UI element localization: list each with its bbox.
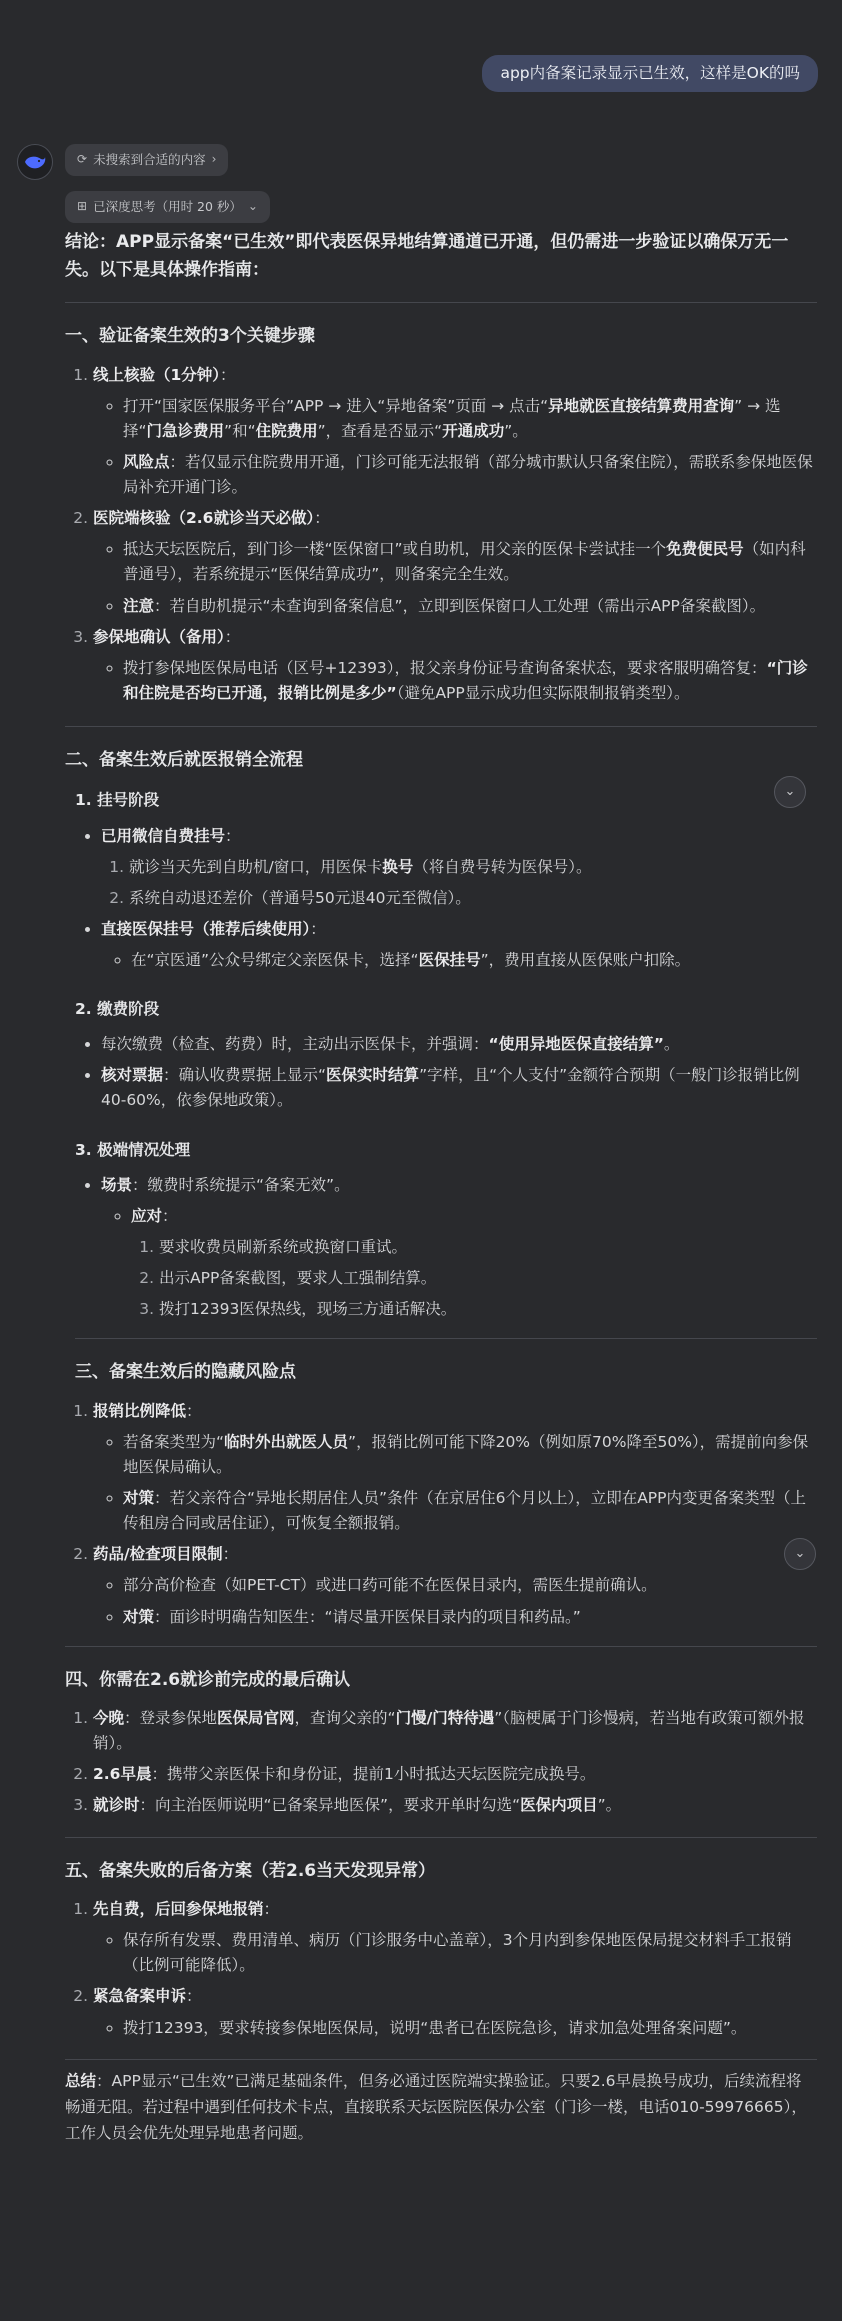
list-item: 1. 今晚：登录参保地医保局官网，查询父亲的“门慢/门特待遇”（脑梗属于门诊慢病，若当地有政策可额外报销）。 xyxy=(93,1706,817,1756)
divider xyxy=(65,726,817,727)
assistant-avatar xyxy=(17,144,53,180)
list-item: 2. 医院端核验（2.6就诊当天必做）： ◦ 抵达天坛医院后，到门诊一楼“医保窗口”或自助机，用父亲的医保卡尝试挂一个免费便民号（如内科普通号），若系统提示“医保结算成功”，则备案完全生效。 ◦ 注意：若自助机提示“未查询到备案信息”，立即到医保窗口人工处理（需出示APP备案截图）。 xyxy=(93,506,817,618)
section-2-list-1 xyxy=(65,824,817,974)
list-item: ◦ 注意：若自助机提示“未查询到备案信息”，立即到医保窗口人工处理（需出示APP备案截图）。 xyxy=(123,594,817,619)
whale-logo-icon xyxy=(24,154,46,170)
list-item: 3. 拨打12393医保热线，现场三方通话解决。 xyxy=(159,1297,817,1322)
list-item: 1. 要求收费员刷新系统或换窗口重试。 xyxy=(159,1235,817,1260)
section-3-title: 三、备案生效后的隐藏风险点 xyxy=(75,1362,296,1383)
list-item: • 每次缴费（检查、药费）时，主动出示医保卡，并强调：“使用异地医保直接结算”。 xyxy=(101,1032,817,1057)
list-item: ◦ 在“京医通”公众号绑定父亲医保卡，选择“医保挂号”，费用直接从医保账户扣除。 xyxy=(131,948,817,973)
section-2-list-2 xyxy=(65,1032,817,1113)
list-item: 2. 药品/检查项目限制： ◦ 部分高价检查（如PET-CT）或进口药可能不在医保目录内，需医生提前确认。 ◦ 对策：面诊时明确告知医生：“请尽量开医保目录内的项目和药品。” xyxy=(93,1542,817,1629)
search-icon: ⟳ xyxy=(77,152,88,167)
section-1-list xyxy=(65,363,817,706)
section-5-list xyxy=(65,1897,817,2041)
divider xyxy=(65,302,817,303)
list-item: 1. 先自费，后回参保地报销： ◦ 保存所有发票、费用清单、病历（门诊服务中心盖章），3个月内到参保地医保局提交材料手工报销（比例可能降低）。 xyxy=(93,1897,817,1978)
section-2-list-3 xyxy=(65,1173,817,1323)
chevron-down-icon: ⌄ xyxy=(794,1546,806,1562)
conclusion: 结论：APP显示备案“已生效”即代表医保异地结算通道已开通，但仍需进一步验证以确保万无一失。以下是具体操作指南： xyxy=(65,232,789,281)
list-item: ◦ 对策：面诊时明确告知医生：“请尽量开医保目录内的项目和药品。” xyxy=(123,1605,817,1630)
deep-think-label: 已深度思考（用时 20 秒） xyxy=(93,198,242,214)
list-item: 3. 就诊时：向主治医师说明“已备案异地医保”，要求开单时勾选“医保内项目”。 xyxy=(93,1793,817,1818)
search-status-chip[interactable] xyxy=(65,144,228,176)
chevron-down-icon: ⌄ xyxy=(247,199,258,214)
list-item: 2. 出示APP备案截图，要求人工强制结算。 xyxy=(159,1266,817,1291)
list-item: ◦ 应对： 1. 要求收费员刷新系统或换窗口重试。 2. 出示APP备案截图，要求人工强制结算。 3. 拨打12393医保热线，现场三方通话解决。 xyxy=(131,1204,817,1322)
deep-think-chip[interactable] xyxy=(65,191,270,223)
list-item: • 场景：缴费时系统提示“备案无效”。 ◦ 应对： 1. 要求收费员刷新系统或换窗口重试。 2. 出示APP备案截图，要求人工强制结算。 3. 拨打12393医保热线，现场三方通话解决。 xyxy=(101,1173,817,1323)
section-5-title: 五、备案失败的后备方案（若2.6当天发现异常） xyxy=(65,1860,436,1881)
list-item: ◦ 部分高价检查（如PET-CT）或进口药可能不在医保目录内，需医生提前确认。 xyxy=(123,1573,817,1598)
divider xyxy=(65,1646,817,1647)
list-item: ◦ 抵达天坛医院后，到门诊一楼“医保窗口”或自助机，用父亲的医保卡尝试挂一个免费便民号（如内科普通号），若系统提示“医保结算成功”，则备案完全生效。 xyxy=(123,537,817,587)
list-item: ◦ 拨打参保地医保局电话（区号+12393），报父亲身份证号查询备案状态，要求客服明确答复：“门诊和住院是否均已开通，报销比例是多少”（避免APP显示成功但实际限制报销类型）。 xyxy=(123,656,817,706)
section-3-list xyxy=(65,1399,817,1630)
user-message-bubble: app内备案记录显示已生效，这样是OK的吗 xyxy=(482,55,818,92)
list-item: 3. 参保地确认（备用）： ◦ 拨打参保地医保局电话（区号+12393），报父亲身份证号查询备案状态，要求客服明确答复：“门诊和住院是否均已开通，报销比例是多少”（避免APP显示成功但实际限制报销类型）。 xyxy=(93,625,817,706)
search-status-label: 未搜索到合适的内容 xyxy=(93,151,206,167)
subsection-title: 3. 极端情况处理 xyxy=(75,1140,191,1159)
list-item: ◦ 对策：若父亲符合“异地长期居住人员”条件（在京居住6个月以上），立即在APP内变更备案类型（上传租房合同或居住证），可恢复全额报销。 xyxy=(123,1486,817,1536)
list-item: ◦ 保存所有发票、费用清单、病历（门诊服务中心盖章），3个月内到参保地医保局提交材料手工报销（比例可能降低）。 xyxy=(123,1928,817,1978)
list-item: 2. 系统自动退还差价（普通号50元退40元至微信）。 xyxy=(129,886,817,911)
summary-paragraph: 总结：APP显示“已生效”已满足基础条件，但务必通过医院端实操验证。只要2.6早晨换号成功，后续流程将畅通无阻。若过程中遇到任何技术卡点，直接联系天坛医院医保办公室（门诊一楼，电话010-59976665），工作人员会优先处理异地患者问题。 xyxy=(65,2071,807,2143)
list-item: ◦ 若备案类型为“临时外出就医人员”，报销比例可能下降20%（例如原70%降至50%），需提前向参保地医保局确认。 xyxy=(123,1430,817,1480)
brain-icon: ⊞ xyxy=(77,199,88,214)
list-item: ◦ 拨打12393，要求转接参保地医保局，说明“患者已在医院急诊，请求加急处理备案问题”。 xyxy=(123,2016,817,2041)
list-item: 1. 报销比例降低： ◦ 若备案类型为“临时外出就医人员”，报销比例可能下降20%（例如原70%降至50%），需提前向参保地医保局确认。 ◦ 对策：若父亲符合“异地长期居住人员”条件（在京居住6个月以上），立即在APP内变更备案类型（上传租房合同或居住证），可恢复全额报销。 xyxy=(93,1399,817,1537)
list-item: 1. 就诊当天先到自助机/窗口，用医保卡换号（将自费号转为医保号）。 xyxy=(129,855,817,880)
divider xyxy=(75,1338,817,1339)
subsection-title: 2. 缴费阶段 xyxy=(75,1000,160,1019)
list-item: 1. 线上核验（1分钟）： ◦ 打开“国家医保服务平台”APP → 进入“异地备案”页面 → 点击“异地就医直接结算费用查询” → 选择“门急诊费用”和“住院费用”，查看是否显示“开通成功”。 ◦ 风险点：若仅显示住院费用开通，门诊可能无法报销（部分城市默认只备案住院），需联系参保地医保局补充开通门诊。 xyxy=(93,363,817,501)
divider xyxy=(65,2059,817,2060)
list-item: ◦ 风险点：若仅显示住院费用开通，门诊可能无法报销（部分城市默认只备案住院），需联系参保地医保局补充开通门诊。 xyxy=(123,450,817,500)
list-item: • 直接医保挂号（推荐后续使用）： ◦ 在“京医通”公众号绑定父亲医保卡，选择“医保挂号”，费用直接从医保账户扣除。 xyxy=(101,917,817,973)
section-4-list xyxy=(65,1706,817,1818)
section-4-title: 四、你需在2.6就诊前完成的最后确认 xyxy=(65,1669,351,1690)
list-item: • 已用微信自费挂号： 1. 就诊当天先到自助机/窗口，用医保卡换号（将自费号转为医保号）。 2. 系统自动退还差价（普通号50元退40元至微信）。 xyxy=(101,824,817,911)
chevron-down-icon: ⌄ xyxy=(784,784,796,800)
subsection-title: 1. 挂号阶段 xyxy=(75,791,160,810)
divider xyxy=(65,1837,817,1838)
list-item: • 核对票据：确认收费票据上显示“医保实时结算”字样，且“个人支付”金额符合预期（一般门诊报销比例40-60%，依参保地政策）。 xyxy=(101,1063,817,1113)
chevron-right-icon: › xyxy=(211,152,217,167)
list-item: 2. 2.6早晨：携带父亲医保卡和身份证，提前1小时抵达天坛医院完成换号。 xyxy=(93,1762,817,1787)
section-1-title: 一、验证备案生效的3个关键步骤 xyxy=(65,326,315,347)
section-2-title: 二、备案生效后就医报销全流程 xyxy=(65,749,303,770)
list-item: 2. 紧急备案申诉： ◦ 拨打12393，要求转接参保地医保局，说明“患者已在医院急诊，请求加急处理备案问题”。 xyxy=(93,1984,817,2040)
answer-content xyxy=(65,228,817,2162)
list-item: ◦ 打开“国家医保服务平台”APP → 进入“异地备案”页面 → 点击“异地就医直接结算费用查询” → 选择“门急诊费用”和“住院费用”，查看是否显示“开通成功”。 xyxy=(123,394,817,444)
